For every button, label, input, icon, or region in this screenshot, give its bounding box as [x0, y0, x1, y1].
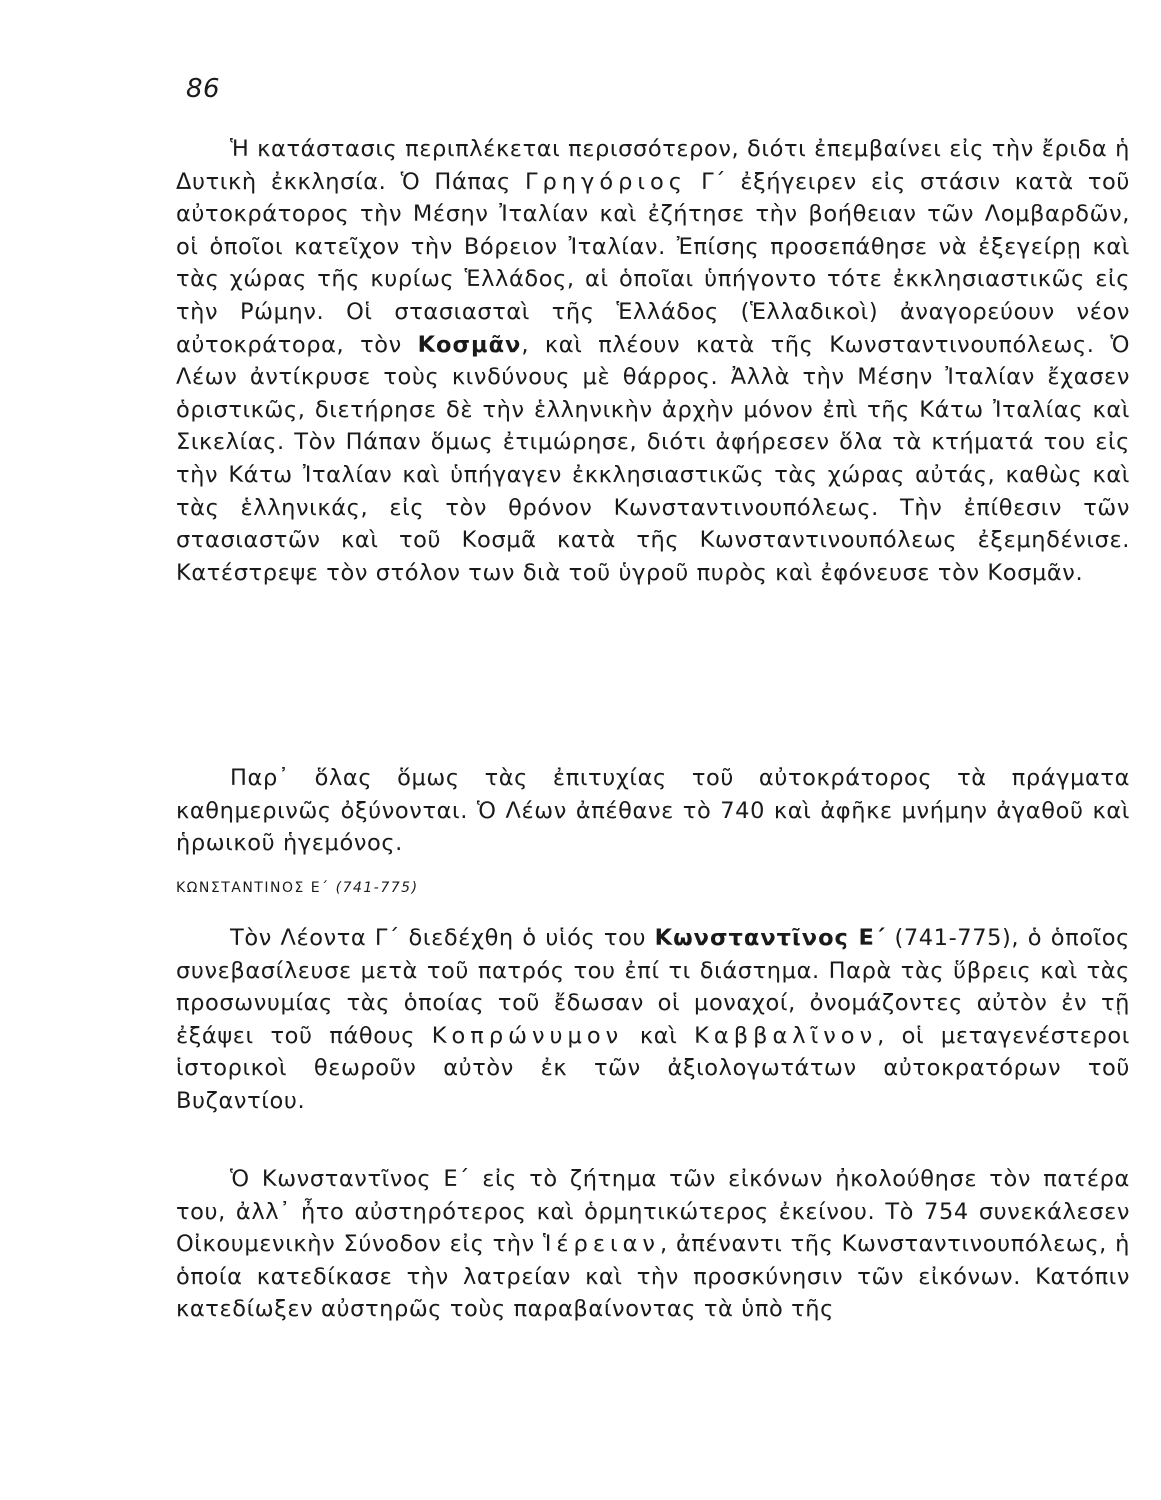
text-run: , καὶ πλέουν κατὰ τῆς Κωνσταντινουπόλεως. Ὁ Λέων ἀντίκρυσε τοὺς κινδύνους μὲ θάρρος. Ἀλλὰ τὴν Μέσην Ἰταλίαν ἔχασεν ὁριστικῶς, διετήρησε δὲ τὴν ἑλληνικὴν ἀρχὴν μόνον ἐπὶ τῆς Κάτω Ἰταλίας καὶ Σικελίας. Τὸν Πάπαν ὅμως ἐτιμώρησε, διότι ἀφήρεσεν ὅλα τὰ κτήματά του εἰς τὴν Κάτω Ἰταλίαν καὶ ὑπήγαγεν ἐκκλησιαστικῶς τὰς χώρας αὐτάς, καθὼς καὶ τὰς ἑλληνικάς, εἰς τὸν θρόνον Κωνσταντινουπόλεως. Τὴν ἐπίθεσιν τῶν στασιαστῶν καὶ τοῦ Κοσμᾶ κατὰ τῆς Κωνσταντινουπόλεως ἐξεμηδένισε. Κατέστρεψε τὸν στόλον των διὰ τοῦ ὑγροῦ πυρὸς καὶ ἐφόνευσε τὸν Κοσμᾶν. [176, 331, 1131, 586]
paragraph-text [176, 922, 1130, 1118]
text-run: , οἱ μεταγενέστεροι ἱστορικοὶ θεωροῦν αὐτὸν ἐκ τῶν ἀξιολογωτάτων αὐτοκρατόρων τοῦ Βυζαντίου. [176, 1022, 1130, 1114]
spaced-name: Καββαλῖνον [694, 1022, 878, 1049]
text-run: , ἀπέναντι τῆς Κωνσταντινουπόλεως, ἡ ὁποία κατεδίκασε τὴν λατρείαν καὶ τὴν προσκύνησιν τῶν εἰκόνων. Κατόπιν κατεδίωξεν αὐστηρῶς τοὺς παραβαίνοντας τὰ ὑπὸ τῆς [176, 1231, 1130, 1323]
page-number: 86 [186, 74, 221, 104]
section-title: ΚΩΝΣΤΑΝΤΙΝΟΣ Ε΄ [176, 880, 330, 896]
text-run: Γ΄ ἐξήγειρεν εἰς στάσιν κατὰ τοῦ αὐτοκράτορος τὴν Μέσην Ἰταλίαν καὶ ἐζήτησε τὴν βοήθειαν τῶν Λομβαρδῶν, οἱ ὁποῖοι κατεῖχον τὴν Βόρειον Ἰταλίαν. Ἐπίσης προσεπάθησε νὰ ἐξεγείρῃ καὶ τὰς χώρας τῆς κυρίως Ἑλλάδος, αἱ ὁποῖαι ὑπήγοντο τότε ἐκκλησιαστικῶς εἰς τὴν Ρώμην. Οἱ στασιασταὶ τῆς Ἑλλάδος (Ἑλλαδικοὶ) ἀναγορεύουν νέον αὐτοκράτορα, τὸν [176, 168, 1130, 358]
text-run: Τὸν Λέοντα Γ΄ διεδέχθη ὁ υἱός του [230, 925, 655, 951]
paragraph-text [176, 1163, 1130, 1326]
bold-name: Κωνσταντῖνος Ε΄ [654, 925, 886, 951]
text-run: Ὁ Κωνσταντῖνος Ε΄ εἰς τὸ ζήτημα τῶν εἰκόνων ἠκολούθησε τὸν πατέρα του, ἀλλ᾽ ἦτο αὐστηρότερος καὶ ὁρμητικώτερος ἐκείνου. Τὸ 754 συνεκάλεσεν Οἰκουμενικὴν Σύνοδον εἰς τὴν [176, 1166, 1130, 1258]
paragraph-leo-death [176, 762, 1130, 860]
bold-name: Κοσμᾶν [417, 331, 522, 358]
spaced-name: Ἱέρειαν [542, 1231, 661, 1258]
paragraph-text [176, 133, 1130, 589]
paragraph-iconoclasm-crisis [176, 133, 1130, 589]
paragraph-iconoclast-council [176, 1163, 1130, 1326]
text-run: Ἡ κατάστασις περιπλέκεται περισσότερον, διότι ἐπεμβαίνει εἰς τὴν ἔριδα ἡ Δυτικὴ ἐκκλησία. Ὁ Πάπας [176, 136, 1130, 195]
text-run: καὶ [623, 1022, 695, 1049]
paragraph-text: Παρ᾽ ὅλας ὅμως τὰς ἐπιτυχίας τοῦ αὐτοκράτορος τὰ πράγματα καθημερινῶς ὀξύνονται. Ὁ Λέων ἀπέθανε τὸ 740 καὶ ἀφῆκε μνήμην ἀγαθοῦ καὶ ἡρωικοῦ ἡγεμόνος. [176, 765, 1130, 857]
spaced-name: Γρηγόριος [524, 168, 687, 195]
text-run: (741-775), ὁ ὁποῖος συνεβασίλευσε μετὰ τοῦ πατρός του ἐπί τι διάστημα. Παρὰ τὰς ὕβρεις καὶ τὰς προσωνυμίας τὰς ὁποίας τοῦ ἔδωσαν οἱ μοναχοί, ὀνομάζοντες αὐτὸν ἐν τῇ ἐξάψει τοῦ πάθους [176, 925, 1130, 1049]
section-dates: (741-775) [335, 880, 419, 896]
paragraph-constantine-succession [176, 922, 1130, 1118]
spaced-name: Κοπρώνυμον [431, 1022, 624, 1049]
section-heading [176, 880, 419, 896]
